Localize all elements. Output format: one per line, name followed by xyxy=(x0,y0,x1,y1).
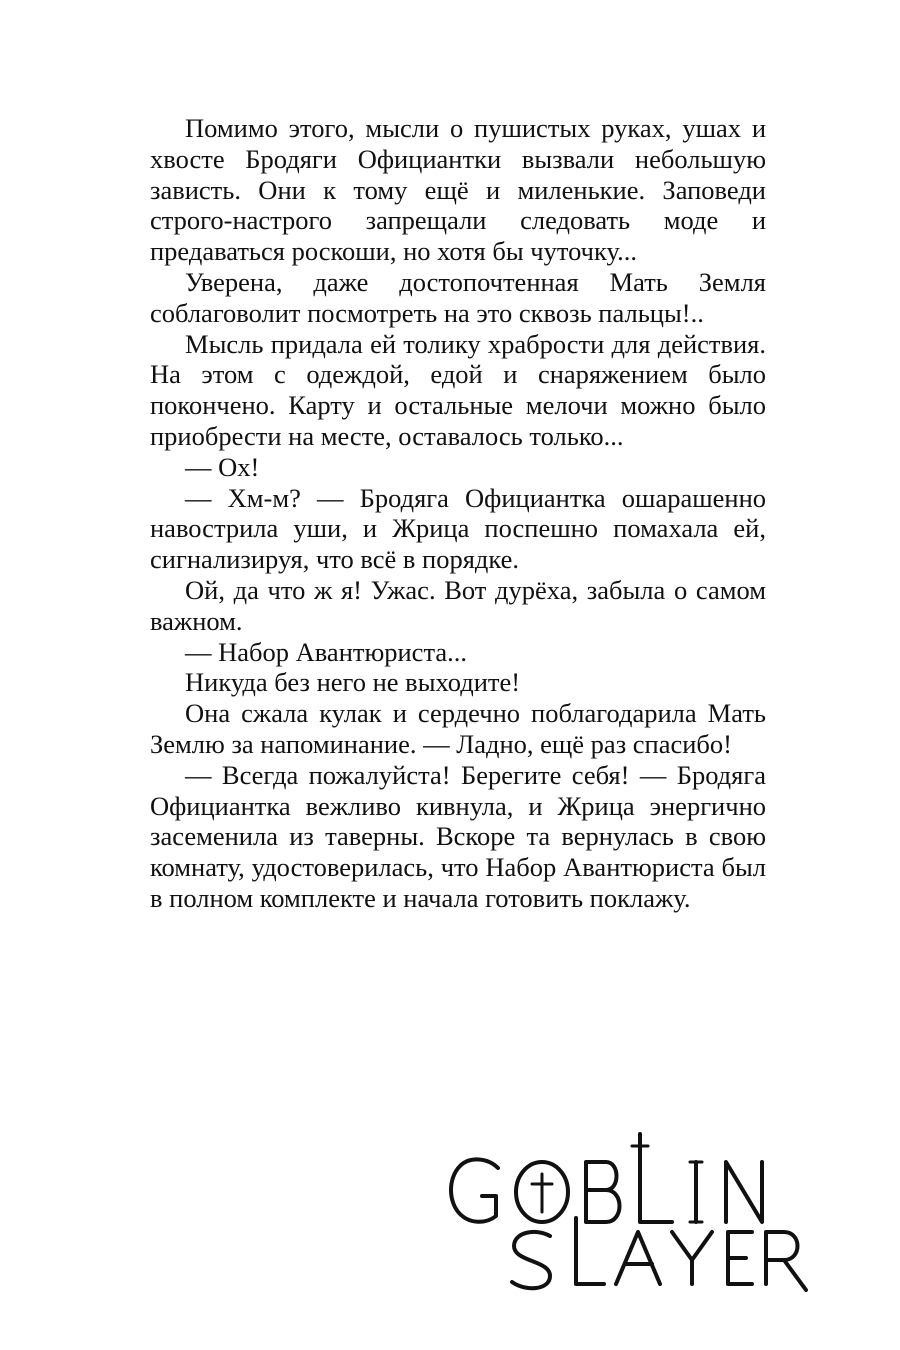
paragraph: Она сжала кулак и сердечно поблагодарила Мать Землю за напоминание. — Ладно, ещё раз спасибо! xyxy=(150,698,766,759)
paragraph: — Всегда пожалуйста! Берегите себя! — Бродяга Официантка вежливо кивнула, и Жрица энергично засеменила из таверны. Вскоре та вернулась в свою комнату, удостоверилась, что Набор Авантюриста был в полном комплекте и начала готовить поклажу. xyxy=(150,759,766,913)
page-body-text xyxy=(150,113,766,914)
paragraph: — Набор Авантюриста... xyxy=(185,636,467,667)
paragraph: Уверена, даже достопочтенная Мать Земля соблаговолит посмотреть на это сквозь пальцы!.. xyxy=(150,266,766,328)
paragraph: Мысль придала ей толику храбрости для действия. На этом с одеждой, едой и снаряжением было покончено. Карту и остальные мелочи можно было приобрести на месте, оставалось только... xyxy=(150,328,766,451)
goblin-slayer-logo xyxy=(440,1132,820,1292)
paragraph: — Ох! xyxy=(185,451,260,482)
paragraph: Ой, да что ж я! Ужас. Вот дурёха, забыла о самом важном. xyxy=(150,574,766,636)
paragraph: Никуда без него не выходите! xyxy=(185,667,521,698)
paragraph: Помимо этого, мысли о пушистых руках, ушах и хвосте Бродяги Официантки вызвали небольшую зависть. Они к тому ещё и миленькие. Заповеди строго-настрого запрещали следовать моде и предаваться роскоши, но хотя бы чуточку... xyxy=(150,113,766,267)
paragraph: — Хм-м? — Бродяга Официантка ошарашенно навострила уши, и Жрица поспешно помахала ей, сигнализируя, что всё в порядке. xyxy=(150,482,766,575)
